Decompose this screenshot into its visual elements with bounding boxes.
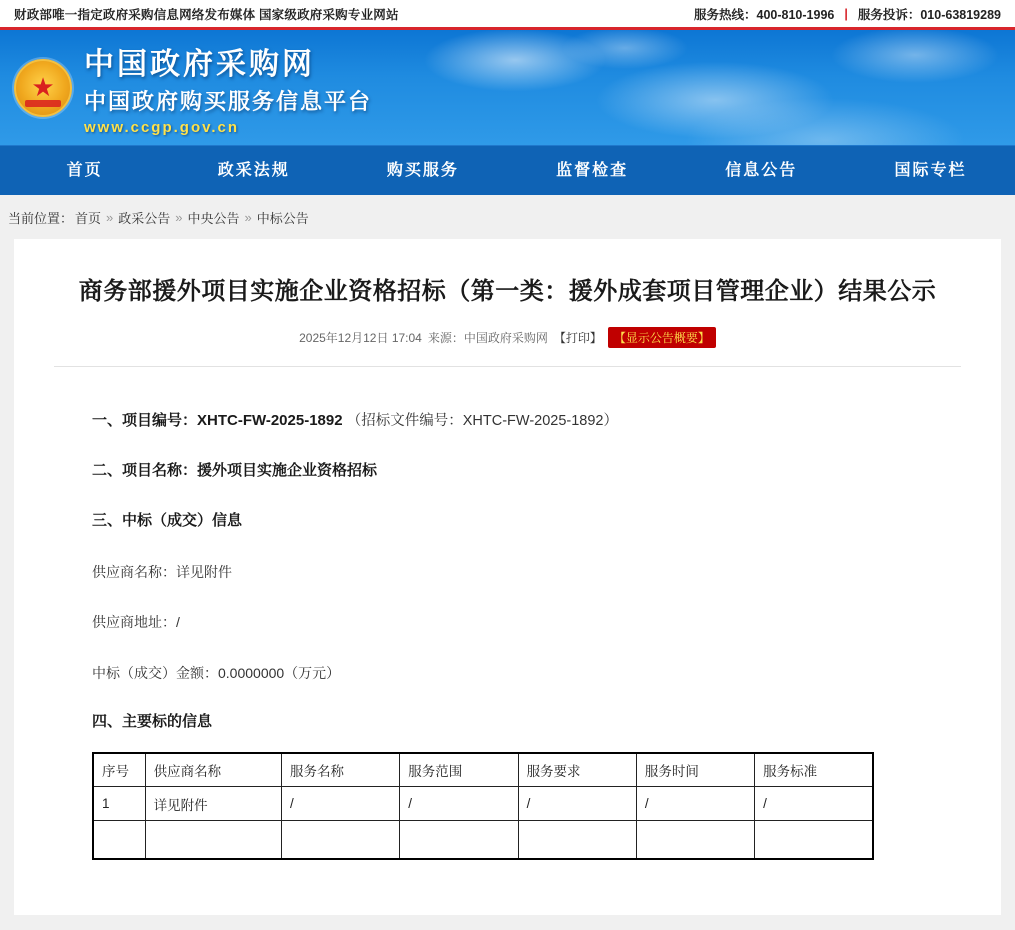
cell-service-name: / — [281, 787, 399, 821]
document-meta — [54, 327, 961, 348]
service-complaint: 服务投诉：010-63819289 — [857, 7, 1001, 22]
contact-info — [694, 5, 1001, 23]
site-titles[interactable] — [84, 39, 372, 136]
cell-service-name — [281, 821, 399, 859]
national-emblem-icon — [14, 59, 72, 117]
breadcrumb — [0, 195, 1015, 239]
nav-regulations[interactable]: 政采法规 — [217, 161, 290, 179]
supplier-address-line: 供应商地址：/ — [92, 614, 180, 631]
site-banner — [0, 30, 1015, 145]
nav-announcements[interactable]: 信息公告 — [725, 161, 798, 179]
section-project-number-note: （招标文件编号：XHTC-FW-2025-1892） — [346, 412, 619, 429]
breadcrumb-item-home[interactable]: 首页 — [75, 210, 102, 226]
top-utility-bar — [0, 0, 1015, 30]
breadcrumb-item-notices[interactable]: 政采公告 — [118, 210, 171, 226]
site-url: www.ccgp.gov.cn — [84, 119, 240, 136]
th-service-requirement: 服务要求 — [518, 753, 636, 787]
publish-datetime: 2025年12月12日 17:04 — [299, 330, 422, 345]
cell-index — [93, 821, 145, 859]
service-hotline: 服务热线：400-810-1996 — [694, 7, 835, 22]
section-project-name: 二、项目名称：援外项目实施企业资格招标 — [92, 461, 378, 479]
th-service-scope: 服务范围 — [400, 753, 518, 787]
th-supplier-name: 供应商名称 — [145, 753, 281, 787]
cell-service-time: / — [636, 787, 754, 821]
th-index: 序号 — [93, 753, 145, 787]
table-row — [93, 787, 873, 821]
main-navigation — [0, 145, 1015, 195]
site-slogan: 财政部唯一指定政府采购信息网络发布媒体 国家级政府采购专业网站 — [14, 7, 399, 22]
supplier-name-line: 供应商名称：详见附件 — [92, 563, 232, 580]
cell-service-scope — [400, 821, 518, 859]
breadcrumb-arrow-2: » — [175, 209, 183, 225]
nav-international[interactable]: 国际专栏 — [894, 161, 967, 179]
th-service-time: 服务时间 — [636, 753, 754, 787]
breadcrumb-arrow-3: » — [244, 209, 252, 225]
cell-service-scope: / — [400, 787, 518, 821]
site-title-primary: 中国政府采购网 — [84, 47, 315, 82]
print-link[interactable]: 【打印】 — [553, 330, 602, 345]
cell-supplier-name — [145, 821, 281, 859]
th-service-standard: 服务标准 — [755, 753, 873, 787]
breadcrumb-item-central[interactable]: 中央公告 — [187, 210, 240, 226]
breadcrumb-arrow-1: » — [106, 209, 114, 225]
cell-index: 1 — [93, 787, 145, 821]
nav-home[interactable]: 首页 — [66, 161, 103, 179]
page-title: 商务部援外项目实施企业资格招标（第一类：援外成套项目管理企业）结果公示 — [78, 278, 937, 305]
show-summary-button[interactable]: 【显示公告概要】 — [608, 327, 716, 348]
publish-source: 来源：中国政府采购网 — [427, 330, 548, 345]
section-project-number-label: 一、项目编号：XHTC-FW-2025-1892 — [92, 411, 343, 429]
th-service-name: 服务名称 — [281, 753, 399, 787]
separator: | — [844, 6, 848, 21]
cell-supplier-name: 详见附件 — [145, 787, 281, 821]
section-main-items: 四、主要标的信息 — [92, 712, 213, 730]
cell-service-standard: / — [755, 787, 873, 821]
cell-service-requirement — [518, 821, 636, 859]
table-header-row — [93, 753, 873, 787]
section-project-number — [92, 409, 923, 433]
award-amount-line: 中标（成交）金额：0.0000000（万元） — [92, 664, 341, 681]
site-title-secondary: 中国政府购买服务信息平台 — [84, 90, 373, 115]
nav-purchase-service[interactable]: 购买服务 — [386, 161, 459, 179]
table-row — [93, 821, 873, 859]
header-divider — [54, 366, 961, 367]
cell-service-requirement: / — [518, 787, 636, 821]
announcement-body — [54, 377, 961, 860]
announcement-card — [14, 239, 1001, 915]
breadcrumb-item-winning[interactable]: 中标公告 — [256, 210, 309, 226]
main-items-table — [92, 752, 874, 860]
breadcrumb-prefix: 当前位置： — [8, 210, 74, 226]
cell-service-standard — [755, 821, 873, 859]
cell-service-time — [636, 821, 754, 859]
nav-supervision[interactable]: 监督检查 — [556, 161, 629, 179]
section-award-info: 三、中标（成交）信息 — [92, 511, 243, 529]
